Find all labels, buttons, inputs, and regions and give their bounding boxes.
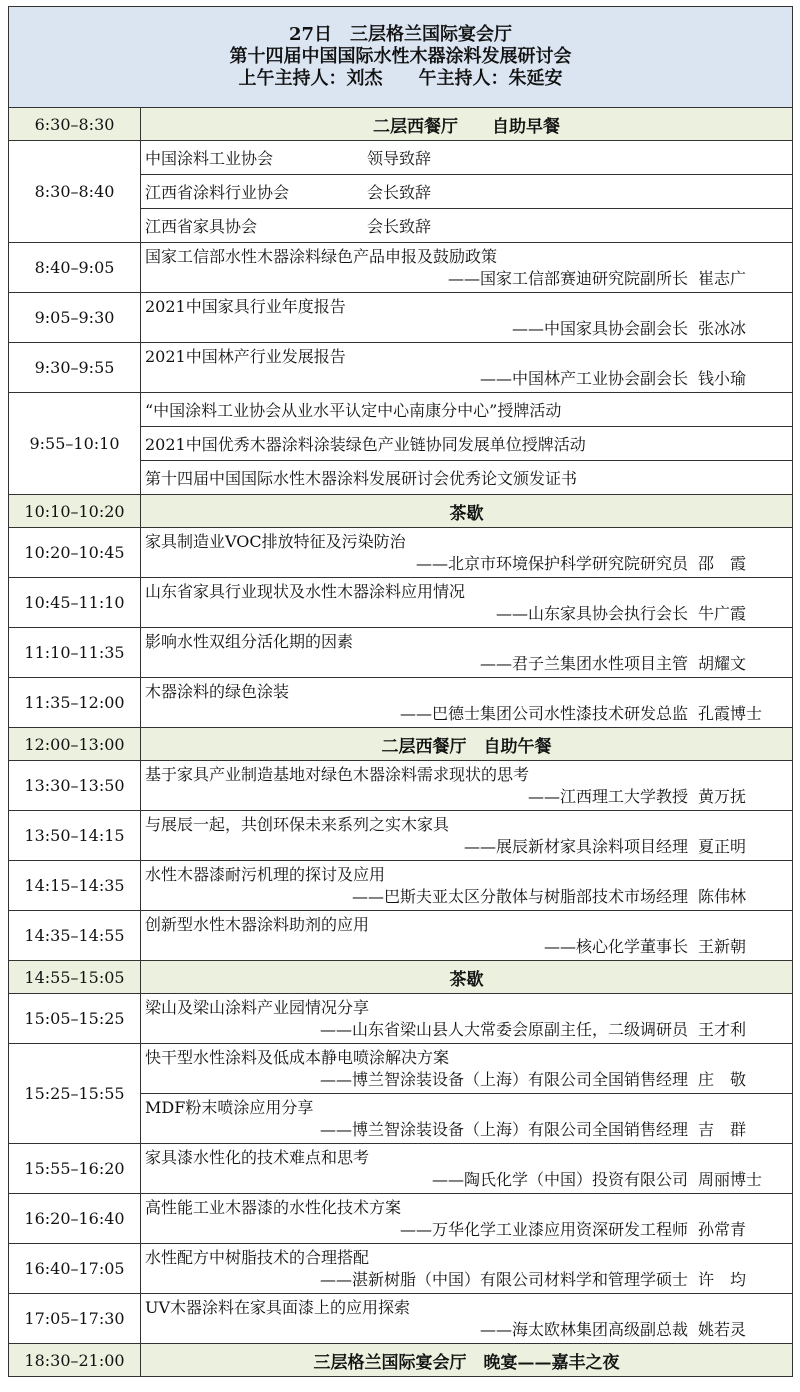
talk-speaker-name: 夏正明	[698, 836, 747, 856]
session-row-double	[9, 1044, 793, 1094]
list-item	[141, 141, 793, 175]
talk-speaker-line	[145, 1019, 792, 1041]
header-row	[9, 7, 793, 108]
talk-cell	[141, 1244, 793, 1294]
session-title: 二层西餐厅 自助早餐	[141, 108, 793, 141]
talk-speaker-name: 吉 群	[698, 1119, 747, 1139]
talk-speaker-line	[145, 553, 792, 575]
talk-speaker-name: 崔志广	[698, 268, 747, 288]
session-row-awards	[9, 393, 793, 427]
talk-topic: 家具漆水性化的技术难点和思考	[145, 1147, 370, 1167]
session-time: 10:10–10:20	[9, 495, 141, 528]
talk-topic: 基于家具产业制造基地对绿色木器涂料需求现状的思考	[145, 764, 530, 784]
talk-speaker-name: 周丽博士	[698, 1169, 763, 1189]
talk-speaker-line	[145, 1269, 792, 1291]
talk-speaker-org: ——江西理工大学教授	[527, 786, 688, 806]
talk-cell	[141, 761, 793, 811]
talk-speaker-line	[145, 836, 792, 858]
talk-speaker-name: 姚若灵	[698, 1319, 747, 1339]
talk-topic: 2021中国林产行业发展报告	[145, 346, 346, 366]
talk-cell	[141, 1094, 793, 1144]
session-row-lunch	[9, 728, 793, 761]
session-row	[9, 243, 793, 293]
talk-speaker-name: 胡耀文	[698, 653, 747, 673]
talk-speaker-org: ——博兰智涂装设备（上海）有限公司全国销售经理	[319, 1119, 688, 1139]
talk-speaker-org: ——北京市环境保护科学研究院研究员	[415, 553, 688, 573]
talk-speaker-name: 王新朝	[698, 936, 747, 956]
talk-speaker-line	[145, 1169, 792, 1191]
talk-topic: 高性能工业木器漆的水性化技术方案	[145, 1197, 402, 1217]
session-time: 15:05–15:25	[9, 994, 141, 1044]
session-row	[9, 1244, 793, 1294]
talk-speaker-line	[145, 603, 792, 625]
talk-speaker-org: ——中国林产工业协会副会长	[479, 368, 688, 388]
talk-cell	[141, 1194, 793, 1244]
talk-speaker-name: 孔霞博士	[698, 703, 763, 723]
talk-topic: 家具制造业VOC排放特征及污染防治	[145, 531, 406, 551]
session-time: 13:50–14:15	[9, 811, 141, 861]
talk-topic: 影响水性双组分活化期的因素	[145, 631, 354, 651]
talk-topic: 梁山及梁山涂料产业园情况分享	[145, 997, 370, 1017]
talk-speaker-org: ——中国家具协会副会长	[511, 318, 688, 338]
talk-speaker-name: 邵 霞	[698, 553, 747, 573]
talk-topic: 木器涂料的绿色涂装	[145, 681, 290, 701]
talk-cell	[141, 528, 793, 578]
session-row	[9, 628, 793, 678]
talk-speaker-name: 张冰冰	[698, 318, 747, 338]
session-time: 8:40–9:05	[9, 243, 141, 293]
talk-cell	[141, 994, 793, 1044]
talk-speaker-org: ——巴德士集团公司水性漆技术研发总监	[399, 703, 688, 723]
talk-speaker-line	[145, 653, 792, 675]
session-time: 14:55–15:05	[9, 961, 141, 994]
list-item: 2021中国优秀木器涂料涂装绿色产业链协同发展单位授牌活动	[141, 427, 793, 461]
talk-speaker-org: ——湛新树脂（中国）有限公司材料学和管理学硕士	[319, 1269, 688, 1289]
talk-speaker-org: ——万华化学工业漆应用资深研发工程师	[399, 1219, 688, 1239]
talk-cell	[141, 1294, 793, 1344]
talk-speaker-org: ——展辰新材家具涂料项目经理	[463, 836, 688, 856]
talk-speaker-org: ——巴斯夫亚太区分散体与树脂部技术市场经理	[351, 886, 688, 906]
session-row	[9, 1144, 793, 1194]
session-row-tea-break	[9, 961, 793, 994]
talk-speaker-org: ——核心化学董事长	[543, 936, 688, 956]
talk-speaker-org: ——陶氏化学（中国）投资有限公司	[431, 1169, 688, 1189]
header-conference-title: 第十四届中国国际水性木器涂料发展研讨会	[229, 46, 572, 67]
talk-speaker-line	[145, 886, 792, 908]
session-time: 13:30–13:50	[9, 761, 141, 811]
talk-cell	[141, 1044, 793, 1094]
talk-cell	[141, 343, 793, 393]
session-time: 14:35–14:55	[9, 911, 141, 961]
talk-speaker-line	[145, 368, 792, 390]
session-title: 茶歇	[141, 961, 793, 994]
header-venue: 27日 三层格兰国际宴会厅	[288, 24, 513, 45]
item-role: 会长致辞	[367, 217, 432, 236]
session-row	[9, 811, 793, 861]
session-time: 9:05–9:30	[9, 293, 141, 343]
talk-speaker-name: 陈伟林	[698, 886, 747, 906]
session-title: 二层西餐厅 自助午餐	[141, 728, 793, 761]
session-time: 9:55–10:10	[9, 393, 141, 495]
session-time: 16:40–17:05	[9, 1244, 141, 1294]
talk-speaker-org: ——君子兰集团水性项目主管	[479, 653, 688, 673]
session-row-banquet	[9, 1344, 793, 1377]
talk-speaker-line	[145, 1119, 792, 1141]
session-time: 15:55–16:20	[9, 1144, 141, 1194]
session-row	[9, 343, 793, 393]
list-item: “中国涂料工业协会从业水平认定中心南康分中心”授牌活动	[141, 393, 793, 427]
header-hosts: 上午主持人：刘杰 午主持人：朱延安	[238, 68, 563, 89]
talk-topic: UV木器涂料在家具面漆上的应用探索	[145, 1297, 411, 1317]
talk-cell	[141, 678, 793, 728]
session-row	[9, 861, 793, 911]
talk-cell	[141, 293, 793, 343]
talk-speaker-org: ——山东家具协会执行会长	[495, 603, 688, 623]
item-org: 江西省涂料行业协会	[145, 183, 290, 202]
talk-topic: 国家工信部水性木器涂料绿色产品申报及鼓励政策	[145, 246, 498, 266]
session-time: 10:20–10:45	[9, 528, 141, 578]
talk-speaker-org: ——博兰智涂装设备（上海）有限公司全国销售经理	[319, 1069, 688, 1089]
list-item	[141, 175, 793, 209]
talk-cell	[141, 811, 793, 861]
session-title: 三层格兰国际宴会厅 晚宴——嘉丰之夜	[141, 1344, 793, 1377]
talk-cell	[141, 861, 793, 911]
talk-speaker-name: 孙常青	[698, 1219, 747, 1239]
talk-speaker-org: ——山东省梁山县人大常委会原副主任，二级调研员	[319, 1019, 688, 1039]
session-time: 6:30–8:30	[9, 108, 141, 141]
session-time: 15:25–15:55	[9, 1044, 141, 1144]
session-time: 16:20–16:40	[9, 1194, 141, 1244]
talk-speaker-org: ——国家工信部赛迪研究院副所长	[447, 268, 688, 288]
session-row	[9, 678, 793, 728]
talk-speaker-line	[145, 703, 792, 725]
talk-cell	[141, 911, 793, 961]
talk-topic: MDF粉末喷涂应用分享	[145, 1097, 314, 1117]
schedule-table	[8, 6, 793, 1377]
session-time: 11:10–11:35	[9, 628, 141, 678]
talk-cell	[141, 578, 793, 628]
talk-topic: 与展辰一起，共创环保未来系列之实木家具	[145, 814, 450, 834]
talk-speaker-name: 许 均	[698, 1269, 747, 1289]
talk-speaker-name: 钱小瑜	[698, 368, 747, 388]
talk-topic: 2021中国家具行业年度报告	[145, 296, 346, 316]
talk-speaker-line	[145, 786, 792, 808]
talk-topic: 创新型水性木器涂料助剂的应用	[145, 914, 370, 934]
session-row	[9, 994, 793, 1044]
talk-speaker-name: 庄 敬	[698, 1069, 747, 1089]
session-time: 17:05–17:30	[9, 1294, 141, 1344]
talk-speaker-name: 黄万抚	[698, 786, 747, 806]
talk-topic: 快干型水性涂料及低成本静电喷涂解决方案	[145, 1047, 450, 1067]
talk-speaker-name: 牛广霞	[698, 603, 747, 623]
session-title: 茶歇	[141, 495, 793, 528]
talk-cell	[141, 243, 793, 293]
talk-cell	[141, 1144, 793, 1194]
item-org: 江西省家具协会	[145, 217, 258, 236]
talk-speaker-line	[145, 318, 792, 340]
talk-cell	[141, 628, 793, 678]
session-time: 11:35–12:00	[9, 678, 141, 728]
talk-speaker-line	[145, 1219, 792, 1241]
session-time: 12:00–13:00	[9, 728, 141, 761]
talk-topic: 山东省家具行业现状及水性木器涂料应用情况	[145, 581, 466, 601]
talk-speaker-line	[145, 936, 792, 958]
list-item: 第十四届中国国际水性木器涂料发展研讨会优秀论文颁发证书	[141, 461, 793, 495]
talk-speaker-org: ——海太欧林集团高级副总裁	[479, 1319, 688, 1339]
item-org: 中国涂料工业协会	[145, 149, 274, 168]
talk-speaker-name: 王才利	[698, 1019, 747, 1039]
schedule-header	[9, 7, 793, 108]
session-time: 18:30–21:00	[9, 1344, 141, 1377]
session-time: 9:30–9:55	[9, 343, 141, 393]
talk-speaker-line	[145, 1069, 792, 1091]
list-item	[141, 209, 793, 243]
talk-speaker-line	[145, 268, 792, 290]
session-row-openings	[9, 141, 793, 175]
talk-topic: 水性配方中树脂技术的合理搭配	[145, 1247, 370, 1267]
session-time: 14:15–14:35	[9, 861, 141, 911]
talk-topic: 水性木器漆耐污机理的探讨及应用	[145, 864, 386, 884]
session-time: 8:30–8:40	[9, 141, 141, 243]
session-row	[9, 1194, 793, 1244]
session-row-tea-break	[9, 495, 793, 528]
session-row	[9, 528, 793, 578]
session-row	[9, 578, 793, 628]
item-role: 会长致辞	[367, 183, 432, 202]
session-row	[9, 293, 793, 343]
session-time: 10:45–11:10	[9, 578, 141, 628]
talk-speaker-line	[145, 1319, 792, 1341]
session-row	[9, 761, 793, 811]
session-row	[9, 1294, 793, 1344]
session-row	[9, 911, 793, 961]
item-role: 领导致辞	[367, 149, 432, 168]
session-row-breakfast	[9, 108, 793, 141]
